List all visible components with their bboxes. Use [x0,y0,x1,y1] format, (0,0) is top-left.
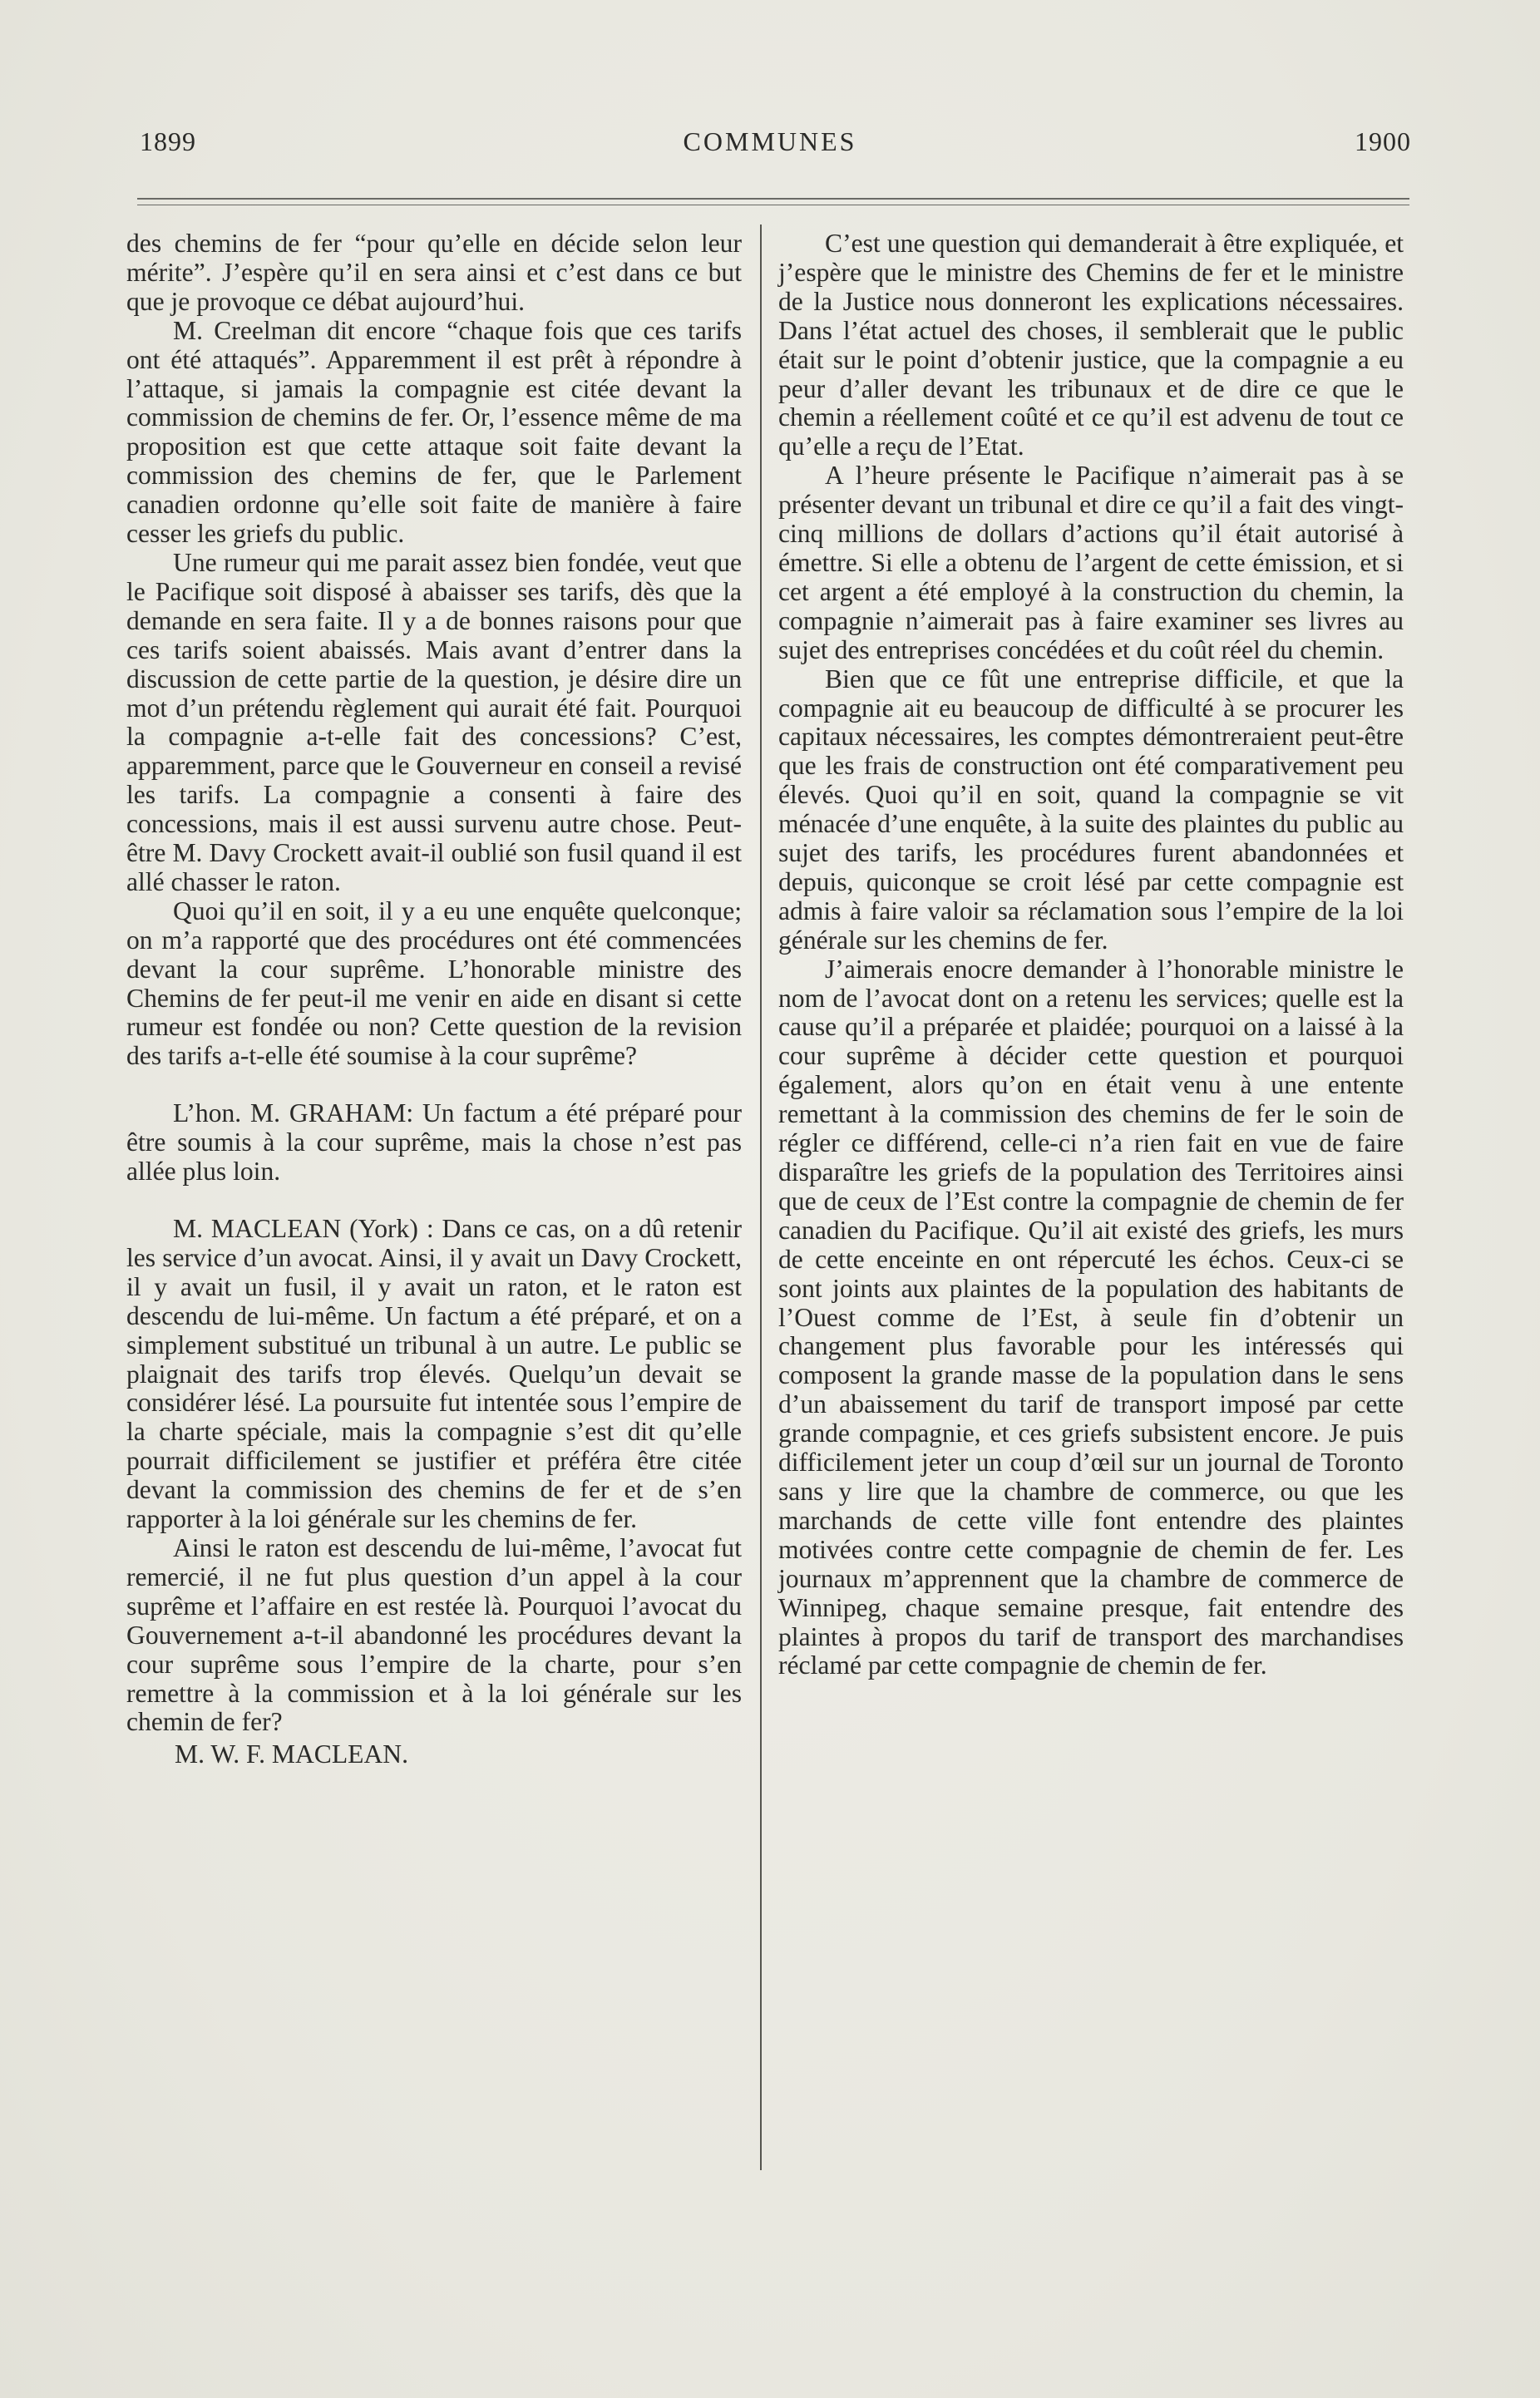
paragraph: Ainsi le raton est descendu de lui-même, l’avocat fut remercié, il ne fut plus question d’un appel à la cour suprême et l’affaire en est restée là. Pourquoi l’avocat du Gouvernement a-t-il abandonné les procédures devant la cour suprême sous l’empire de la charte, pour s’en remettre à la commission et à la loi générale sur les chemin de fer? [126,1532,742,1737]
left-page-number: 1899 [140,126,196,156]
paragraph: L’hon. M. GRAHAM: Un factum a été préparé pour être soumis à la cour suprême, mais la chose n’est pas allée plus loin. [126,1098,742,1187]
right-page-number: 1900 [1355,126,1411,156]
column-divider [760,225,762,2170]
paragraph: M. Creelman dit encore “chaque fois que ces tarifs ont été attaqués”. Apparemment il est prêt à répondre à l’attaque, si jamais la compagnie est citée devant la commission de chemins de fer. Or, l’essence même de ma proposition est que cette attaque soit faite devant la commission des chemins de fer, que le Parlement canadien ordonne qu’elle soit faite de manière à faire cesser les griefs du public. [126,315,742,549]
paragraph: C’est une question qui demanderait à être expliquée, et j’espère que le ministre des Chemins de fer et le ministre de la Justice nous donneront les explications nécessaires. Dans l’état actuel des choses, il semblerait que le public était sur le point d’obtenir justice, que la compagnie a eu peur d’aller devant les tribunaux et de dire ce que le chemin a réellement coûté et ce qu’il est advenu de tout ce qu’elle a reçu de l’Etat. [778,229,1404,461]
paragraph: Une rumeur qui me parait assez bien fondée, veut que le Pacifique soit disposé à abaisser ses tarifs, dès que la demande en sera faite. Il y a de bonnes raisons pour que ces tarifs soient abaissés. Mais avant d’entrer dans la discussion de cette partie de la question, je désire dire un mot d’un prétendu règlement qui aurait été fait. Pourquoi la compagnie a-t-elle fait des concessions? C’est, apparemment, parce que le Gouverneur en conseil a revisé les tarifs. La compagnie a consenti à faire des concessions, mais il est aussi survenu autre chose. Peut-être M. Davy Crockett avait-il oublié son fusil quand il est allé chasser le raton. [126,547,742,896]
paragraph: Bien que ce fût une entreprise difficile, et que la compagnie ait eu beaucoup de difficulté à se procurer les capitaux nécessaires, les comptes démontreraient peut-être que les frais de construction ont été comparativement peu élevés. Quoi qu’il en soit, quand la compagnie se vit ménacée d’une enquête, à la suite des plaintes du public au sujet des tarifs, les procédures furent abandonnées et depuis, quiconque se croit lésé par cette compagnie est admis à faire valoir sa réclamation sous l’empire de la loi générale sur les chemins de fer. [778,664,1404,955]
paragraph: Quoi qu’il en soit, il y a eu une enquête quelconque; on m’a rapporté que des procédures ont été commencées devant la cour suprême. L’honorable ministre des Chemins de fer peut-il me venir en aide en disant si cette rumeur est fondée ou non? Cette question de la revision des tarifs a-t-elle été soumise à la cour suprême? [126,896,742,1071]
paragraph: A l’heure présente le Pacifique n’aimerait pas à se présenter devant un tribunal et dire ce qu’il a fait des vingt-cinq millions de dollars d’actions qu’il était autorisé à émettre. Si elle a obtenu de l’argent de cette émission, et si cet argent a été employé à la construction du chemin, la compagnie n’aimerait pas à faire examiner ses livres au sujet des entreprises concédées et du coût réel du chemin. [778,461,1404,664]
paragraph: des chemins de fer “pour qu’elle en décide selon leur mérite”. J’espère qu’il en sera ainsi et c’est dans ce but que je provoque ce débat aujourd’hui. [126,229,742,316]
paragraph: J’aimerais enocre demander à l’honorable ministre le nom de l’avocat dont on a retenu les services; quelle est la cause qu’il a préparée et plaidée; pourquoi on a laissé à la cour suprême à décider cette question et pourquoi également, alors qu’on en était venu à une entente remettant à la commission des chemins de fer le soin de régler ce différend, celle-ci n’a rien fait en vue de faire disparaître les griefs de la population des Territoires ainsi que de ceux de l’Est contre la compagnie de chemin de fer canadien du Pacifique. Qu’il ait existé des griefs, les murs de cette enceinte en ont répercuté les échos. Ceux-ci se sont joints aux plaintes de la population des habitants de l’Ouest comme de l’Est, à seule fin d’obtenir un changement plus favorable pour les intéressés qui composent la grande masse de la population dans le sens d’un abaissement du tarif de transport imposé par cette grande compagnie, et ces griefs subsistent encore. Je puis difficilement jeter un coup d’œil sur un journal de Toronto sans y lire que la chambre de commerce, ou que les marchands de cette ville font entendre des plaintes motivées contre cette compagnie de chemin de fer. Les journaux m’apprennent que la chambre de commerce de Winnipeg, chaque semaine presque, fait entendre des plaintes à propos du tarif de transport des marchandises réclamé par cette compagnie de chemin de fer. [778,954,1404,1680]
header-rule [137,198,1409,200]
page-header [0,126,1540,168]
signature: M. W. F. MACLEAN. [175,1739,408,1769]
paragraph: M. MACLEAN (York) : Dans ce cas, on a dû retenir les service d’un avocat. Ainsi, il y avait un Davy Crockett, il y avait un fusil, il y avait un raton, et le raton est descendu de lui-même. Un factum a été préparé, et on a simplement substitué un tribunal à un autre. Le public se plaignait des tarifs trop élevés. Quelqu’un devait se considérer lésé. La poursuite fut intentée sous l’empire de la charte spéciale, mais la compagnie s’est dit qu’elle pourrait difficilement se justifier et préféra être citée devant la commission des chemins de fer et de s’en rapporter à la loi générale sur les chemins de fer. [126,1214,742,1534]
running-title: COMMUNES [683,126,857,156]
right-column [778,229,1404,1680]
left-column [126,229,742,1769]
